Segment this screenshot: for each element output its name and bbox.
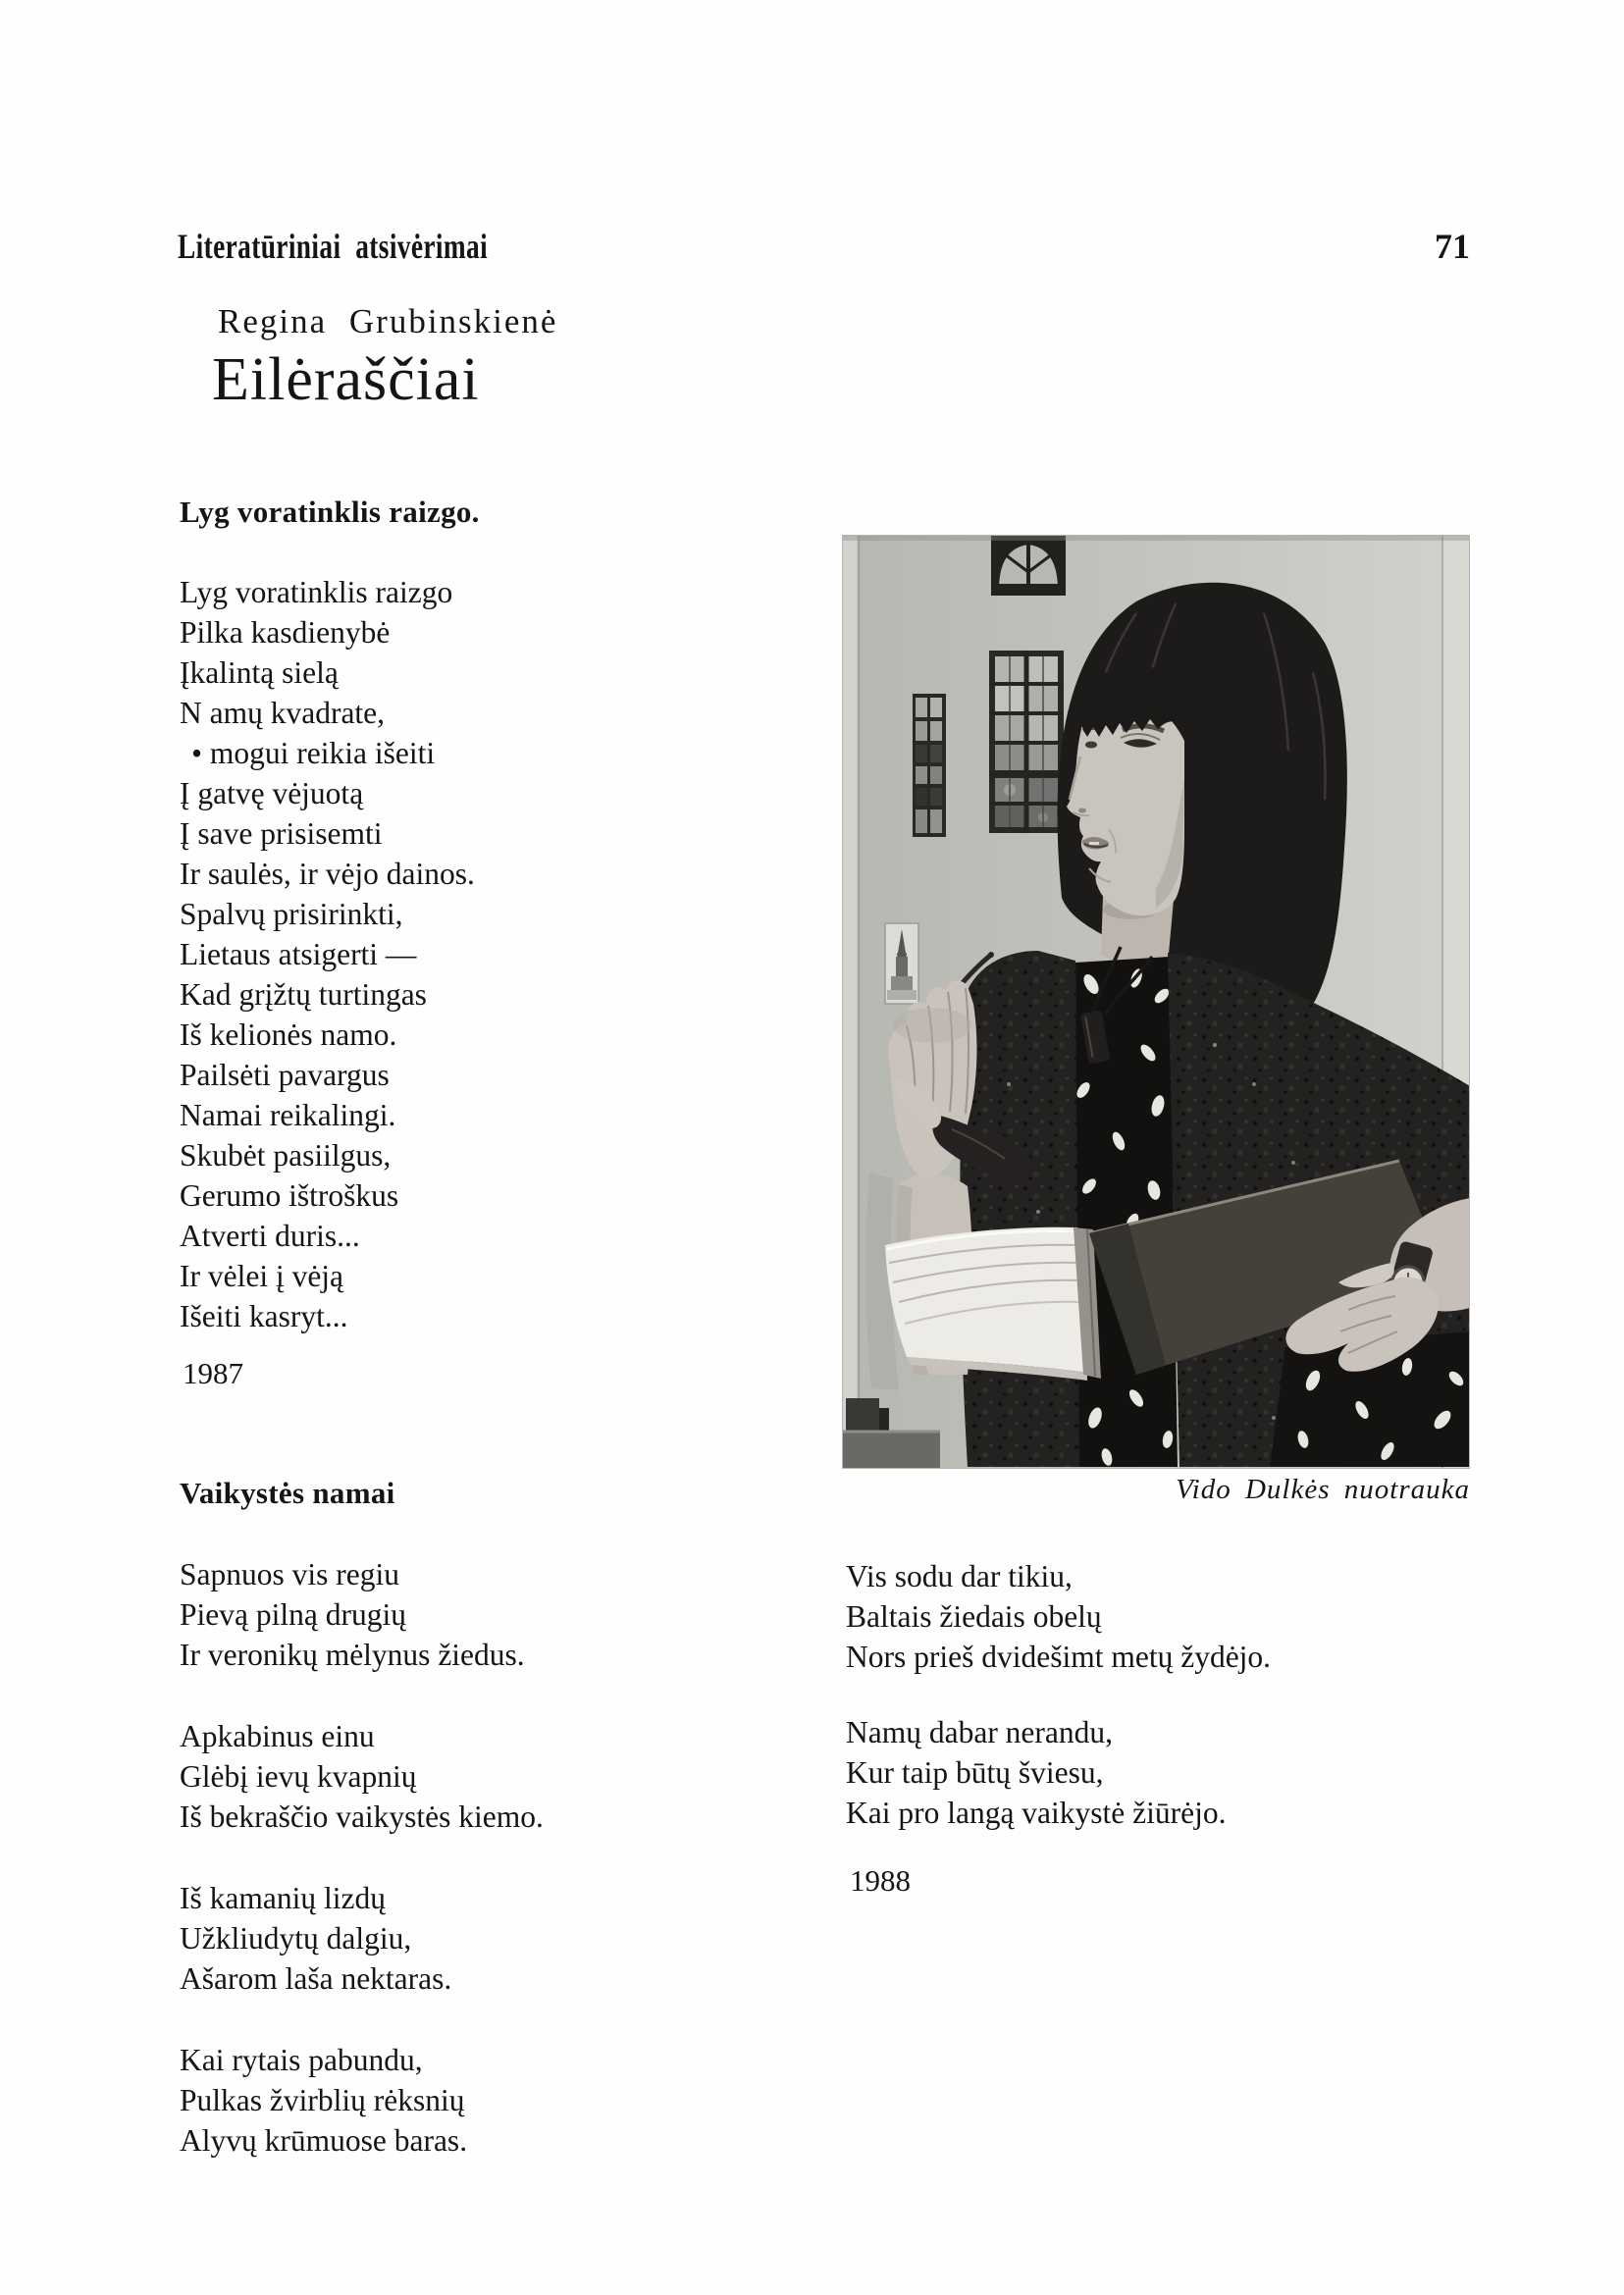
stanza xyxy=(180,1716,544,1837)
poem-line: Baltais žiedais obelų xyxy=(846,1599,1102,1634)
photo-tall-window xyxy=(989,651,1064,833)
poem-line: Gerumo ištroškus xyxy=(180,1178,399,1213)
author-photo xyxy=(842,535,1470,1469)
poem-line: Atverti duris... xyxy=(180,1219,360,1253)
poem-line: N amų kvadrate, xyxy=(180,696,386,730)
stanza xyxy=(180,1878,544,1999)
author-name: Regina Grubinskienė xyxy=(218,302,558,340)
poem-line: Spalvų prisirinkti, xyxy=(180,897,403,931)
poem-line: Ir saulės, ir vėjo dainos. xyxy=(180,857,475,891)
poem-line: Į gatvę vėjuotą xyxy=(180,776,364,810)
photo-narrow-panel xyxy=(913,694,946,837)
poem-line: Kai rytais pabundu, xyxy=(180,2043,423,2077)
stanza xyxy=(180,1554,544,1675)
poem-line: Ir veronikų mėlynus žiedus. xyxy=(180,1638,525,1672)
poem-line: Kai pro langą vaikystė žiūrėjo. xyxy=(846,1796,1227,1830)
poem-line: Skubėt pasiilgus, xyxy=(180,1138,392,1173)
poem-line: Ašarom laša nektaras. xyxy=(180,1961,452,1996)
running-header: Literatūriniai atsivėrimai xyxy=(178,227,489,266)
poem-line: Sapnuos vis regiu xyxy=(180,1557,399,1591)
poem-line: Nors prieš dvidešimt metų žydėjo. xyxy=(846,1640,1272,1674)
poem-line: Pilka kasdienybė xyxy=(180,615,391,650)
poem-line: Pievą pilną drugių xyxy=(180,1597,406,1632)
stanza xyxy=(846,1712,1271,1833)
poem-line: Pulkas žvirblių rėksnių xyxy=(180,2083,465,2117)
photo-caption: Vido Dulkės nuotrauka xyxy=(1176,1474,1470,1505)
poem-line: Ir vėlei į vėją xyxy=(180,1259,344,1293)
poem-line: Išeiti kasryt... xyxy=(180,1299,348,1333)
poem-line: Iš kelionės namo. xyxy=(180,1017,397,1052)
poem-title: Vaikystės namai xyxy=(180,1476,395,1510)
poem-lyg-voratinklis xyxy=(180,572,475,1336)
poem-line: Iš kamanių lizdų xyxy=(180,1881,386,1915)
poem-line: Pailsėti pavargus xyxy=(180,1058,390,1092)
photo-church-card xyxy=(885,923,918,1004)
poem-line: Alyvų krūmuose baras. xyxy=(180,2123,468,2158)
poem-line: Įkalintą sielą xyxy=(180,655,339,690)
poem-vaikystes-namai-left xyxy=(180,1554,544,2202)
poem-line: Lyg voratinklis raizgo xyxy=(180,575,453,609)
stanza xyxy=(846,1556,1271,1677)
section-title: Eilėraščiai xyxy=(212,346,480,413)
poem-title: Lyg voratinklis raizgo. xyxy=(180,495,480,529)
poem-line: Namų dabar nerandu, xyxy=(846,1715,1114,1749)
poem-line: Apkabinus einu xyxy=(180,1719,375,1753)
stanza xyxy=(180,2040,544,2161)
poem-line: • mogui reikia išeiti xyxy=(191,736,436,770)
poem-line: Vis sodu dar tikiu, xyxy=(846,1559,1073,1593)
poem-line: Kur taip būtų šviesu, xyxy=(846,1755,1104,1790)
poem-date: 1987 xyxy=(183,1356,243,1390)
page-number: 71 xyxy=(1435,227,1470,266)
poem-line: Glėbį ievų kvapnių xyxy=(180,1759,417,1794)
photo-arched-window xyxy=(991,535,1066,596)
poem-line: Kad grįžtų turtingas xyxy=(180,977,427,1012)
poem-line: Į save prisisemti xyxy=(180,816,383,851)
poem-date: 1988 xyxy=(850,1863,911,1898)
poem-line: Lietaus atsigerti — xyxy=(180,937,417,971)
poem-line: Namai reikalingi. xyxy=(180,1098,396,1132)
poem-line: Iš bekraščio vaikystės kiemo. xyxy=(180,1799,544,1834)
poem-vaikystes-namai-right xyxy=(846,1556,1271,1868)
poem-line: Užkliudytų dalgiu, xyxy=(180,1921,412,1956)
